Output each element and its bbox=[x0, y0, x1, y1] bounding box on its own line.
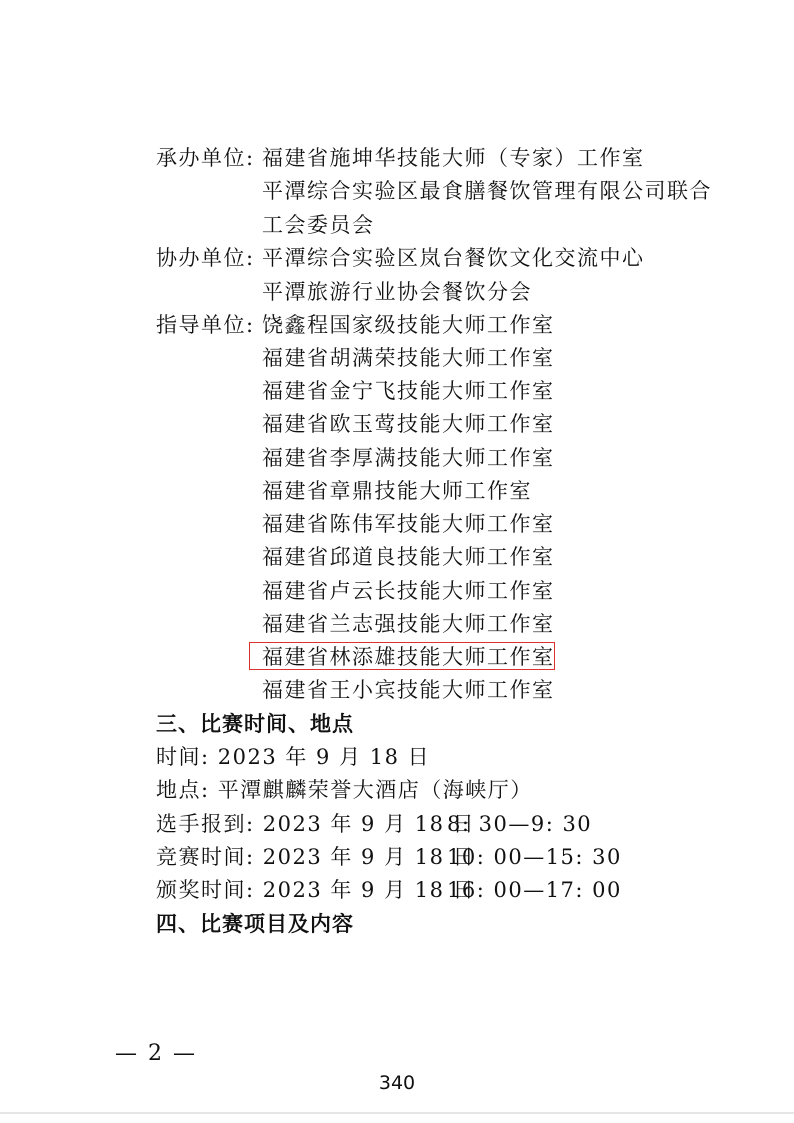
guidance-line-highlighted: 福建省林添雄技能大师工作室 bbox=[262, 645, 555, 669]
schedule-time: 8: 30—9: 30 bbox=[447, 812, 593, 836]
guidance-line: 福建省兰志强技能大师工作室 bbox=[262, 612, 555, 636]
schedule-label: 竞赛时间: 2023 年 9 月 18 日 bbox=[156, 845, 476, 869]
place-text: 地点: 平潭麒麟荣誉大酒店（海峡厅） bbox=[156, 778, 533, 802]
organizer-line-3: 工会委员会 bbox=[262, 213, 375, 237]
co-organizer-line-1: 平潭综合实验区岚台餐饮文化交流中心 bbox=[262, 246, 645, 270]
guidance-line: 福建省陈伟军技能大师工作室 bbox=[262, 512, 555, 536]
guidance-line: 福建省王小宾技能大师工作室 bbox=[262, 678, 555, 702]
bottom-rule bbox=[0, 1112, 794, 1114]
guidance-line: 福建省李厚满技能大师工作室 bbox=[262, 446, 555, 470]
organizer-label: 承办单位: bbox=[156, 146, 255, 170]
organizer-line-2: 平潭综合实验区最食膳餐饮管理有限公司联合 bbox=[262, 179, 712, 203]
co-organizer-line-2: 平潭旅游行业协会餐饮分会 bbox=[262, 280, 532, 304]
organizer-line-1: 福建省施坤华技能大师（专家）工作室 bbox=[262, 146, 645, 170]
guidance-line: 福建省章鼎技能大师工作室 bbox=[262, 479, 532, 503]
guidance-line: 福建省欧玉莺技能大师工作室 bbox=[262, 412, 555, 436]
guidance-line: 福建省金宁飞技能大师工作室 bbox=[262, 379, 555, 403]
document-number: 340 bbox=[378, 1072, 416, 1094]
guidance-label: 指导单位: bbox=[156, 313, 255, 337]
schedule-label: 选手报到: 2023 年 9 月 18 日 bbox=[156, 812, 476, 836]
guidance-line: 福建省卢云长技能大师工作室 bbox=[262, 579, 555, 603]
section3-heading-text: 三、比赛时间、地点 bbox=[156, 712, 354, 736]
guidance-line: 福建省胡满荣技能大师工作室 bbox=[262, 346, 555, 370]
section4-heading-text: 四、比赛项目及内容 bbox=[156, 912, 354, 936]
schedule-time: 16: 00—17: 00 bbox=[447, 878, 622, 902]
guidance-line: 福建省邱道良技能大师工作室 bbox=[262, 545, 555, 569]
guidance-line: 饶鑫程国家级技能大师工作室 bbox=[262, 313, 555, 337]
page-number: — 2 — bbox=[115, 1041, 197, 1066]
schedule-time: 10: 00—15: 30 bbox=[447, 845, 622, 869]
schedule-label: 颁奖时间: 2023 年 9 月 18 日 bbox=[156, 878, 476, 902]
co-organizer-label: 协办单位: bbox=[156, 246, 255, 270]
time-text: 时间: 2023 年 9 月 18 日 bbox=[156, 745, 431, 769]
